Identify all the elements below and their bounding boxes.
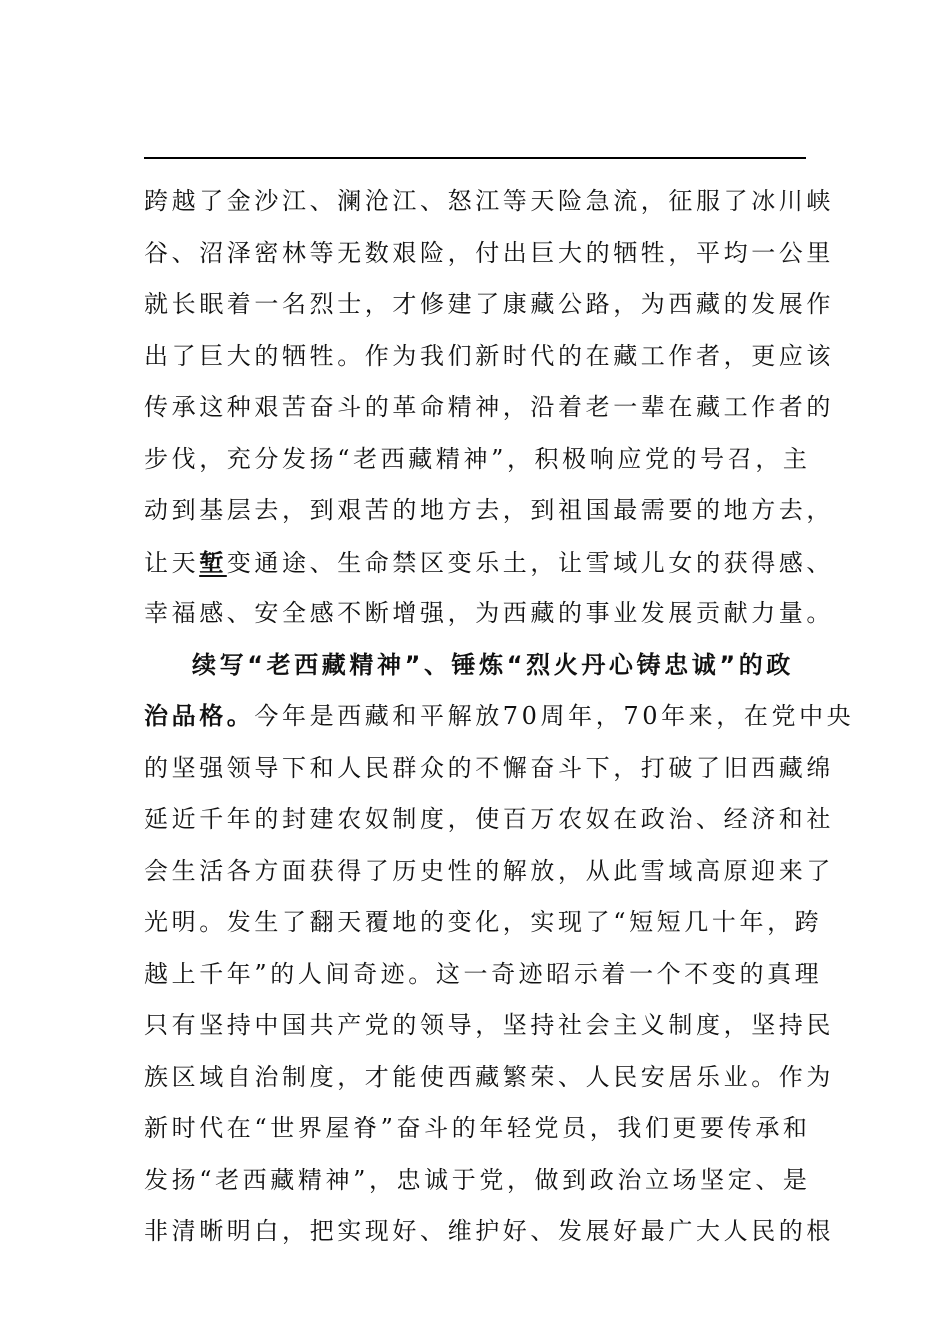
text-line: 谷、沼泽密林等无数艰险，付出巨大的牺牲，平均一公里 [144,238,834,267]
text-line: 幸福感、安全感不断增强，为西藏的事业发展贡献力量。 [144,599,834,627]
text-line: 出了巨大的牺牲。作为我们新时代的在藏工作者，更应该 [144,341,834,370]
header-rule [144,157,806,159]
text-line: 传承这种艰苦奋斗的革命精神，沿着老一辈在藏工作者的 [144,393,834,421]
text-line: 跨越了金沙江、澜沧江、怒江等天险急流，征服了冰川峡 [144,187,834,215]
text-line: 步伐，充分发扬“老西藏精神”，积极响应党的号召，主 [144,444,811,473]
section-heading-end: 治品格。 [144,702,255,730]
text-line: 越上千年”的人间奇迹。这一奇迹昭示着一个不变的真理 [144,959,823,988]
body-text [144,176,855,1258]
text-line [144,537,835,589]
text-segment: 今年是西藏和平解放70周年，70年来，在党中央 [254,702,855,730]
text-line: 就长眠着一名烈士，才修建了康藏公路，为西藏的发展作 [144,290,834,318]
text-line: 发扬“老西藏精神”，忠诚于党，做到政治立场坚定、是 [144,1165,811,1194]
text-line: 会生活各方面获得了历史性的解放，从此雪域高原迎来了 [144,856,834,885]
text-line: 的坚强领导下和人民群众的不懈奋斗下，打破了旧西藏绵 [144,753,834,782]
text-line: 光明。发生了翻天覆地的变化，实现了“短短几十年，跨 [144,908,823,936]
text-line: 延近千年的封建农奴制度，使百万农奴在政治、经济和社 [144,805,834,833]
text-segment: 让天 [144,548,200,577]
marked-character: 堑 [199,547,227,577]
section-heading: 续写“老西藏精神”、锤炼“烈火丹心铸忠诚”的政 [192,650,794,679]
text-line: 新时代在“世界屋脊”奋斗的年轻党员，我们更要传承和 [144,1114,811,1142]
text-line: 只有坚持中国共产党的领导，坚持社会主义制度，坚持民 [144,1011,834,1039]
text-segment: 变通途、生命禁区变乐土，让雪域儿女的获得感、 [226,548,835,577]
text-line: 动到基层去，到艰苦的地方去，到祖国最需要的地方去， [144,496,834,524]
text-line [144,691,855,743]
text-line: 族区域自治制度，才能使西藏繁荣、人民安居乐业。作为 [144,1062,834,1091]
text-line: 非清晰明白，把实现好、维护好、发展好最广大人民的根 [144,1217,834,1245]
